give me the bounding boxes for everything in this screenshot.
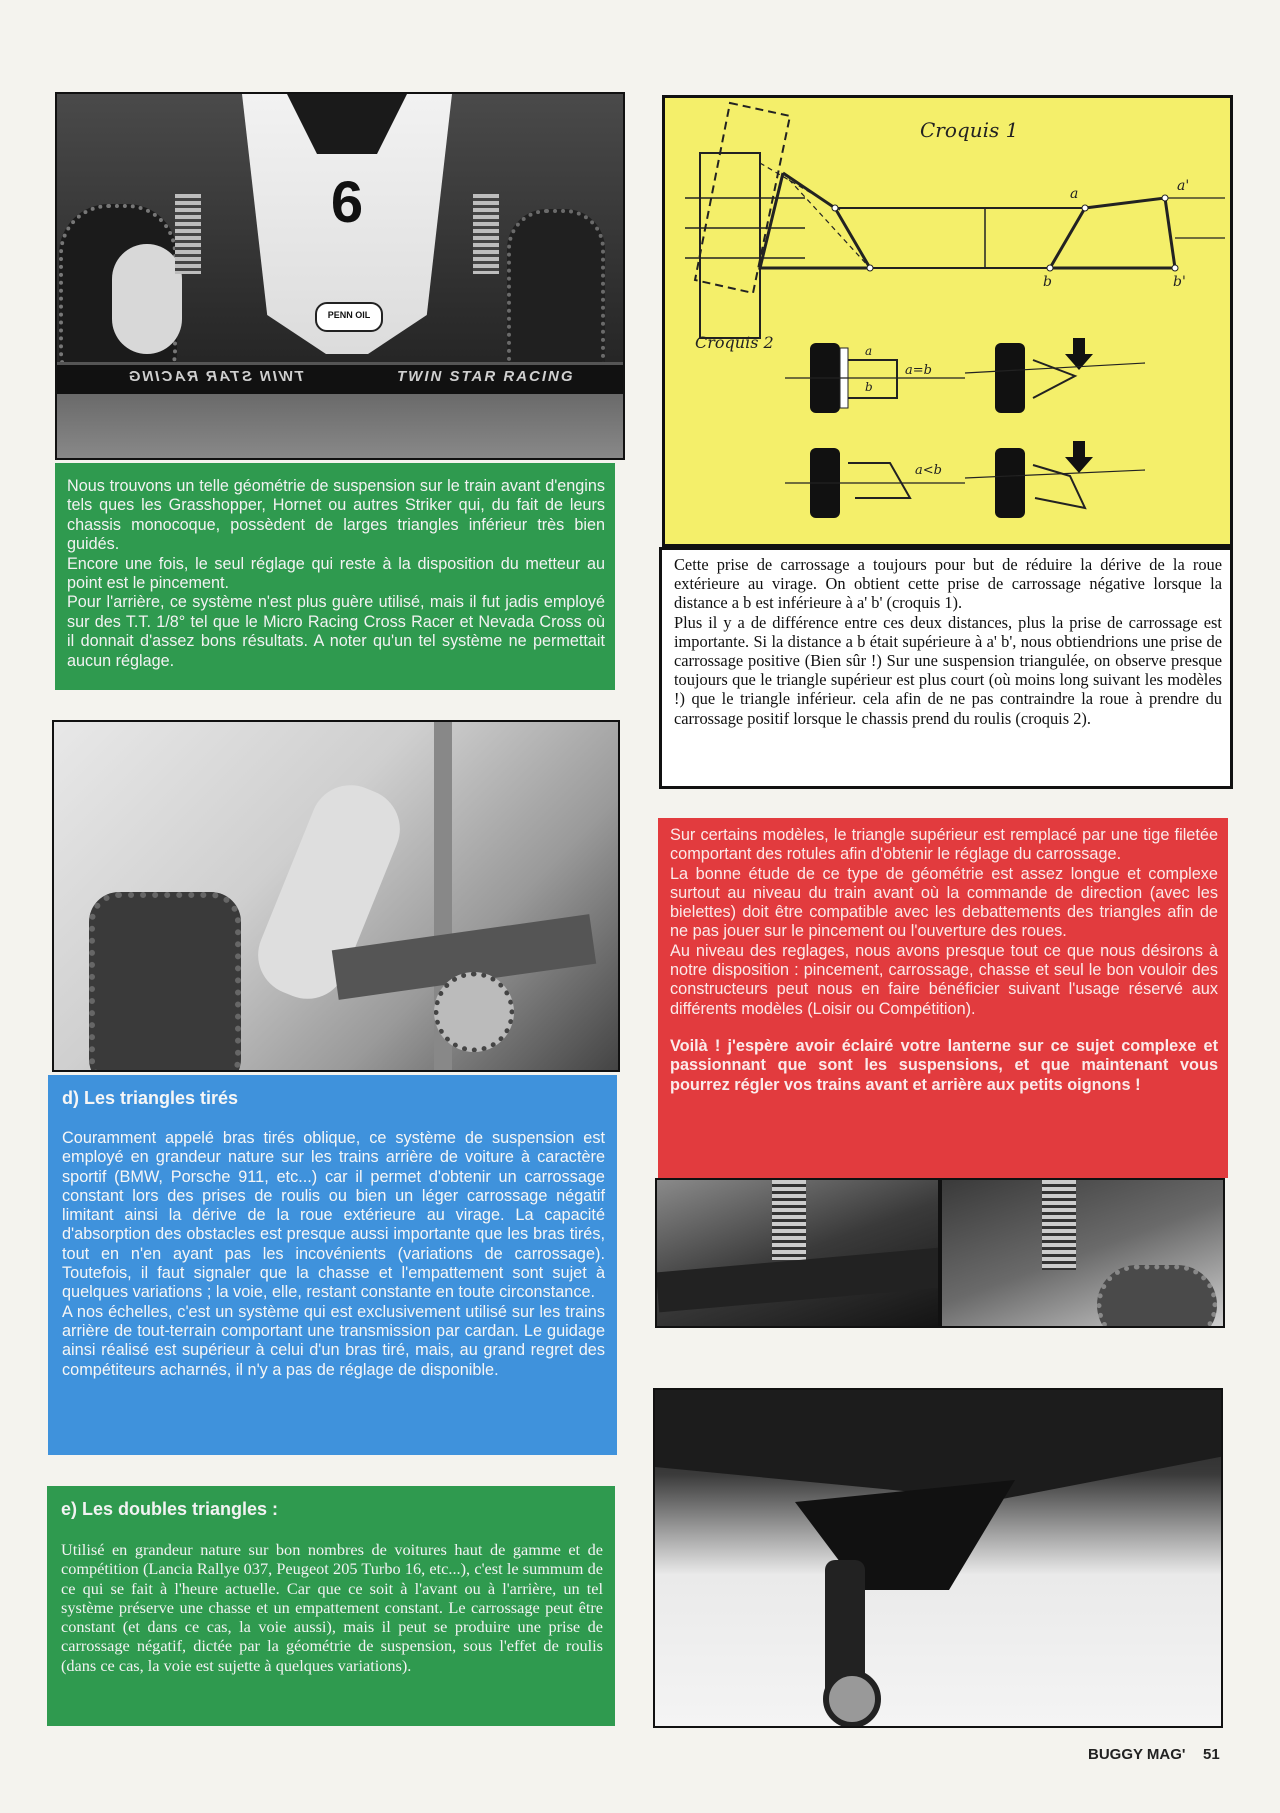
croquis2-point-b: b: [865, 380, 873, 394]
box-green-geometry: Nous trouvons un telle géométrie de suspension sur le train avant d'engins tels ques les Grasshopper, Hornet ou autres Striker qui, du fait de leurs chassis monocoque, possèdent de larges triangles inférieur très bien guidés. Encore une fois, le seul réglage qui reste à la disposition du metteur au point est le pincement. Pour l'arrière, ce système n'est plus guère utilisé, mais il fut jadis employé sur des T.T. 1/8° tel que le Micro Racing Cross Racer et Nevada Cross où il donnait d'assez bons résultats. A noter qu'un tel système ne permettait aucun réglage.: [55, 463, 615, 690]
croquis1-point-b-prime: b': [1173, 274, 1186, 290]
ground: [57, 394, 625, 460]
croquis1-point-a: a: [1070, 186, 1079, 202]
race-number: 6: [330, 170, 364, 235]
photo-rear-suspension: [52, 720, 620, 1072]
section-d-heading: d) Les triangles tirés: [62, 1088, 239, 1108]
section-e-heading: e) Les doubles triangles :: [61, 1499, 279, 1519]
croquis1-point-b: b: [1043, 274, 1052, 290]
section-e-text: Utilisé en grandeur nature sur bon nombres de voitures haut de gamme et de compétition (Lancia Rallye 037, Peugeot 205 Turbo 16, etc...), c'est le summum de ce qui se fait à l'heure actuelle. Car que ce soit à l'avant ou à l'arrière, un tel système préserve une chasse et un empattement constant. Le carrossage peut être constant (et dans ce cas, la voie aussi), mais il peut se produire une prise de carrossage négatif, dictée par la géométrie de suspension, sous l'effet de roulis (dans ce cas, la voie est sujette à quelques variations).: [61, 1540, 603, 1675]
section-d-text: Couramment appelé bras tirés oblique, ce système de suspension est employé en grandeur nature sur les trains arrière de voiture à caractère sportif (BMW, Porsche 911, etc...) car il permet d'obtenir un carrossage constant lors des prises de roulis ou bien un léger carrossage négatif limitant ainsi la dérive de la roue extérieure au virage. La capacité d'absorption des obstacles est presque aussi importante que les bras tirés, tout en n'en ayant pas les incovénients (variations de carrossage). Toutefois, il faut signaler que la chasse et l'empattement sont sujet à quelques variations ; la voie, elle, restant constante en toute circonstance. A nos échelles, c'est un système qui est exclusivement utilisé sur les trains arrière de tout-terrain comportant une transmission par cardan. Le guidage ainsi réalisé est supérieur à celui d'un bras tiré, mais, au grand regret des compétiteurs acharnés, il n'y a pas de réglage de disponible.: [62, 1129, 605, 1379]
red-box-conclusion: Voilà ! j'espère avoir éclairé votre lanterne sur ce sujet complexe et passionnant que sont les suspensions, et que maintenant vous pourrez régler vos trains avant et arrière aux petits oignons !: [670, 1036, 1218, 1094]
axle-nut: [823, 1670, 881, 1728]
photo-buggy-front: [55, 92, 625, 460]
box-red-conclusion: [658, 818, 1228, 1178]
sponsor-decal: PENN OIL: [315, 302, 383, 332]
section-d: [48, 1075, 617, 1455]
right-shock: [473, 194, 499, 274]
tire-right: [1097, 1265, 1217, 1328]
shock-spring-left: [772, 1180, 806, 1260]
left-shock: [175, 194, 201, 274]
croquis-panel: [662, 95, 1233, 547]
footer-page-number: 51: [1203, 1746, 1220, 1763]
red-box-text: Sur certains modèles, le triangle supérieur est remplacé par une tige filetée comportant des rotules afin d'obtenir le réglage du carrossage. La bonne étude de ce type de géométrie est assez longue et complexe surtout au niveau du train avant où la commande de direction (avec les bielettes) doit être compatible avec les debattements des triangles afin de ne pas jouer sur le pincement ou l'ouverture des roues. Au niveau des reglages, nous avons presque tout ce que nous désirons à notre disposition : pincement, carrossage, chasse et seul le bon vouloir des constructeurs peut nous en faire bénéficier suivant l'usage réservé aux différents modèles (Loisir ou Compétition).: [670, 826, 1218, 1018]
croquis2-eq-less: a<b: [915, 463, 942, 478]
photo-front-hub: [653, 1388, 1223, 1728]
left-rim: [112, 244, 182, 354]
chassis-plate: [655, 1390, 1223, 1500]
croquis1-wheel-straight: [700, 153, 760, 338]
croquis2-eq-equal: a=b: [905, 363, 932, 378]
croquis2-title: Croquis 2: [695, 333, 774, 352]
wing-text-right: TWIN STAR RACING: [397, 368, 575, 385]
croquis2-point-a: a: [865, 344, 873, 358]
croquis1-title: Croquis 1: [920, 118, 1019, 142]
footer-magazine: BUGGY MAG': [1088, 1746, 1186, 1763]
croquis-drawing: [665, 98, 1230, 544]
box-white-carrossage: Cette prise de carrossage a toujours pour but de réduire la dérive de la roue extérieure au virage. On obtient cette prise de carrossage négative lorsque la distance a b est inférieure à a' b' (croquis 1). Plus il y a de différence entre ces deux distances, plus la prise de carrossage est importante. Si la distance a b était supérieure à a' b', nous obtiendrions une prise de carrossage positive (Bien sûr !) Sur une suspension triangulée, on observe presque toujours que le triangle supérieur est plus court (où moins long suivant les modèles !) que le triangle inférieur. cela afin de ne pas contraindre la roue à prendre du carrossage positif lorsque le chassis prend du roulis (croquis 2).: [659, 547, 1233, 789]
gear: [434, 972, 514, 1052]
photo-shock-left: [655, 1178, 940, 1328]
rear-tire: [89, 892, 241, 1072]
section-e: [47, 1486, 615, 1726]
croquis1-point-a-prime: a': [1177, 178, 1190, 194]
wing-text-left: TWIN STAR RACING: [127, 368, 305, 385]
photo-shock-right: [940, 1178, 1225, 1328]
shock-spring-right: [1042, 1180, 1076, 1270]
